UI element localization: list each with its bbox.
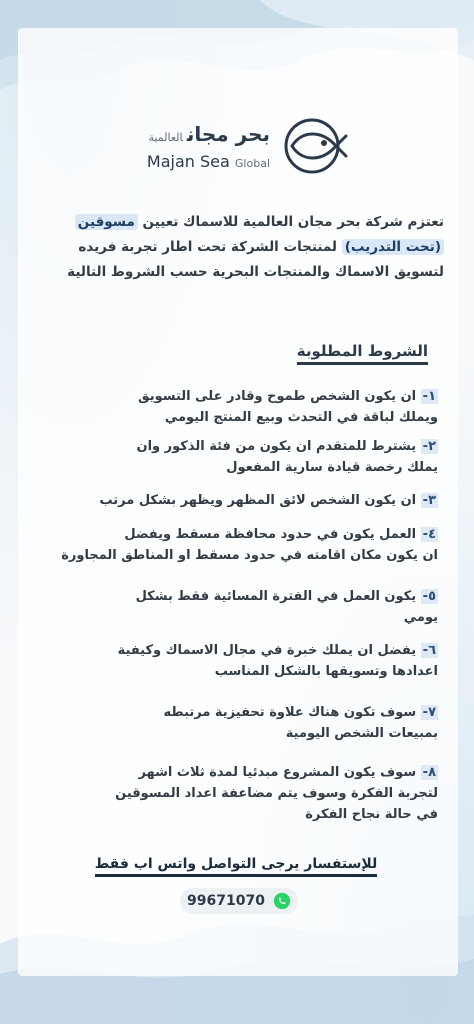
condition-number: ٣- (422, 493, 436, 508)
condition-number: ١- (422, 389, 436, 404)
condition-text: سوف تكون هناك علاوة تحفيزية مرتبطه (163, 705, 421, 720)
condition-line: يومي (403, 610, 438, 625)
logo-arabic-name (149, 122, 270, 146)
phone-number[interactable]: 99671070 (187, 893, 265, 909)
intro-line-1 (24, 210, 444, 235)
conditions-heading: الشروط المطلوبة (297, 342, 428, 365)
condition-item (34, 524, 438, 566)
condition-item (34, 490, 438, 511)
condition-number: ٧- (422, 705, 436, 720)
condition-line: ان يكون مكان اقامته في حدود مسقط او المناطق المجاورة (61, 548, 438, 563)
intro-paragraph (24, 210, 444, 285)
logo-english-title: Majan Sea (146, 152, 230, 171)
intro-line-3: لتسويق الاسماك والمنتجات البحرية حسب الشروط التالية (67, 264, 444, 280)
condition-text: يشترط للمتقدم ان يكون من فئة الذكور وان (136, 439, 421, 454)
condition-line: بمبيعات الشخص اليومية (285, 726, 438, 741)
condition-line: في حالة نجاح الفكرة (305, 807, 438, 822)
condition-line (34, 524, 438, 545)
condition-line (34, 386, 438, 407)
condition-item (34, 586, 438, 628)
condition-text: سوف يكون المشروع مبدئيا لمدة ثلاث اشهر (138, 765, 421, 780)
condition-line (34, 436, 438, 457)
condition-line (34, 490, 438, 511)
company-logo (128, 116, 348, 186)
condition-line (34, 702, 438, 723)
condition-number: ٥- (422, 589, 436, 604)
logo-arabic-subtitle: العالمية (148, 131, 183, 144)
condition-number: ٨- (422, 765, 436, 780)
condition-item (34, 702, 438, 744)
intro-line-2 (24, 235, 444, 260)
condition-line: ويملك لباقة في التحدث وبيع المنتج اليومي (164, 410, 438, 425)
condition-line: لتجربة الفكرة وسوف يتم مضاعفة اعداد المسوقين (115, 786, 438, 801)
contact-label: للإستفسار يرجى التواصل واتس اب فقط (95, 856, 378, 877)
intro-text: لمنتجات الشركة تحت اطار تجربة فريده (78, 239, 342, 255)
condition-line (34, 586, 438, 607)
condition-text: ان يكون الشخص لائق المظهر ويظهر بشكل مرتب (99, 493, 421, 508)
condition-text: ان يكون الشخص طموح وقادر على التسويق (137, 389, 421, 404)
whatsapp-icon (273, 892, 291, 910)
intro-highlight-marketers: مسوقين (75, 214, 138, 230)
condition-line: يملك رخصة قيادة سارية المفعول (226, 460, 438, 475)
intro-text: تعتزم شركة بحر مجان العالمية للاسماك تعيين (137, 214, 444, 230)
condition-number: ٢- (422, 439, 436, 454)
condition-item (34, 762, 438, 825)
condition-number: ٦- (422, 643, 436, 658)
logo-arabic-title: بحر مجان (186, 122, 270, 146)
phone-pill[interactable] (180, 888, 298, 914)
condition-item (34, 640, 438, 682)
contact-text (56, 856, 416, 872)
condition-text: يفضل ان يملك خبرة في مجال الاسماك وكيفية (117, 643, 421, 658)
condition-line (34, 640, 438, 661)
condition-item (34, 436, 438, 478)
condition-text: العمل يكون في حدود محافظة مسقط ويفضل (124, 527, 421, 542)
condition-number: ٤- (422, 527, 436, 542)
condition-item (34, 386, 438, 428)
condition-line: اعدادها وتسويقها بالشكل المناسب (214, 664, 438, 679)
fish-logo-icon (282, 116, 348, 176)
logo-english-name (147, 152, 270, 171)
intro-highlight-training: (تحت التدريب) (342, 239, 444, 255)
logo-english-subtitle: Global (234, 157, 270, 170)
condition-text: يكون العمل في الفترة المسائية فقط بشكل (135, 589, 421, 604)
condition-line (34, 762, 438, 783)
